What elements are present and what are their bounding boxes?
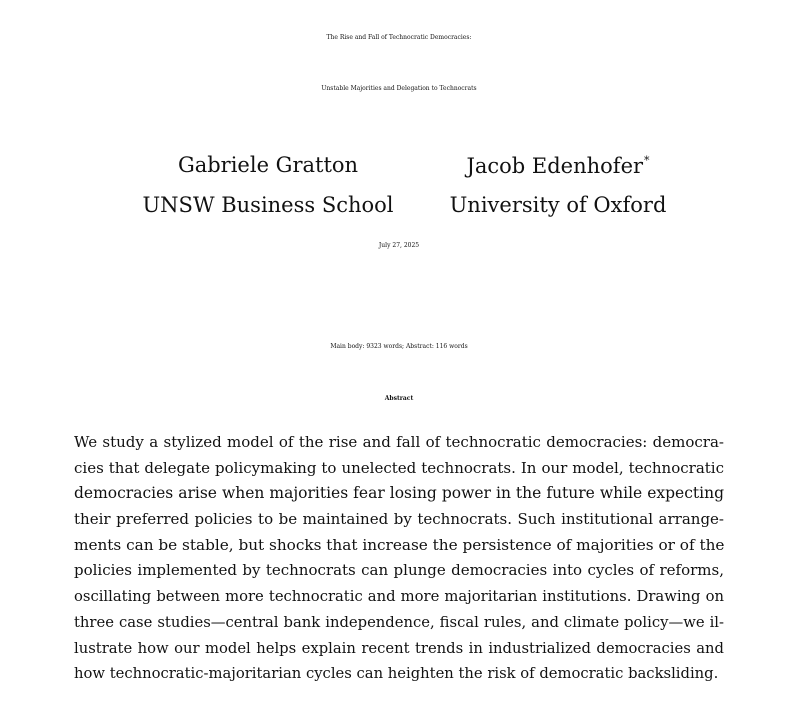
author-affiliation: UNSW Business School (142, 193, 394, 217)
author-name-text: Jacob Edenhofer (466, 154, 644, 178)
abstract-line: cies that delegate policymaking to unelected technocrats. In our model, technocratic (74, 458, 724, 477)
abstract-line: oscillating between more technocratic and more majoritarian institutions. Drawing on (74, 588, 724, 606)
author-affiliation: University of Oxford (449, 193, 667, 217)
publication-date: July 27, 2025 (378, 242, 420, 249)
word-count: Main body: 9323 words; Abstract: 116 words (330, 343, 468, 350)
abstract-line: three case studies—central bank independence, fiscal rules, and climate policy—we il- (74, 613, 724, 631)
abstract-body (74, 430, 724, 687)
abstract-line: how technocratic-majoritarian cycles can heighten the risk of democratic backsliding. (74, 665, 719, 683)
author-name (408, 155, 708, 177)
abstract-line: ments can be stable, but shocks that increase the persistence of majorities or of the (74, 535, 724, 554)
abstract-heading: Abstract (384, 395, 414, 402)
author-name (118, 155, 418, 176)
abstract-line: policies implemented by technocrats can plunge democracies into cycles of reforms, (74, 561, 724, 580)
paper-title-line-2: Unstable Majorities and Delegation to Technocrats (321, 85, 477, 92)
abstract-line: democracies arise when majorities fear losing power in the future while expecting (74, 484, 724, 503)
footnote-marker: * (644, 154, 650, 167)
abstract-line: their preferred policies to be maintained by technocrats. Such institutional arrange- (74, 510, 724, 529)
abstract-line: We study a stylized model of the rise and fall of technocratic democracies: democra- (74, 433, 724, 451)
abstract-line: lustrate how our model helps explain recent trends in industrialized democracies and (74, 639, 724, 657)
author-name-text: Gabriele Gratton (177, 153, 359, 177)
paper-title-line-1: The Rise and Fall of Technocratic Democracies: (326, 34, 472, 41)
